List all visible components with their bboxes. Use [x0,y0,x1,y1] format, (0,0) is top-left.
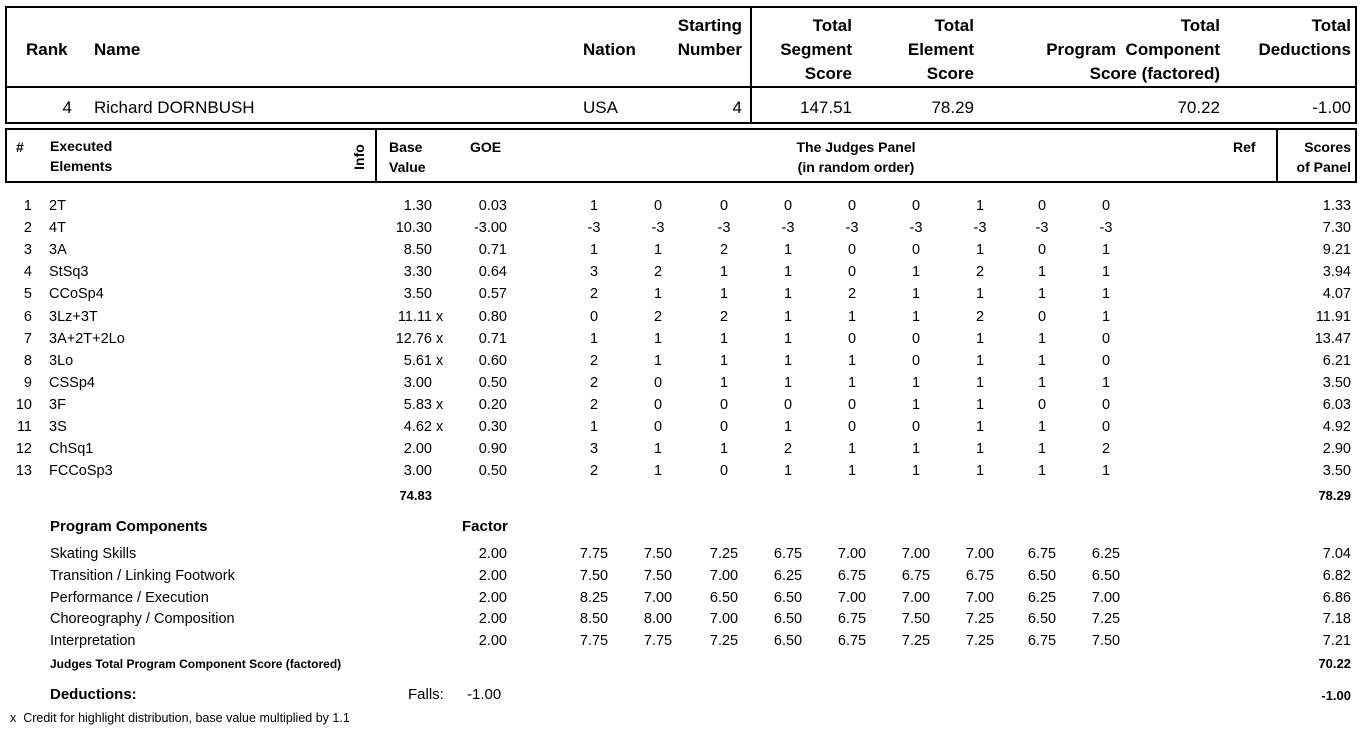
summary-divider [5,86,1357,88]
judge-score: 1 [719,441,729,458]
judge-score: 1 [1101,374,1111,391]
highlight-credit-mark: x [436,352,444,369]
component-judge-score: 7.25 [1091,611,1121,628]
judge-score: 2 [1101,441,1111,458]
header-name: Name [94,40,141,59]
judge-score: 1 [589,330,599,347]
judge-score: 0 [719,463,729,480]
component-judge-score: 7.50 [643,567,673,584]
factor-label: Factor [462,518,508,535]
element-name: 3Lo [49,352,74,369]
component-judge-score: 6.50 [1027,567,1057,584]
component-judge-score: 7.00 [965,546,995,562]
judge-score: 1 [719,330,729,347]
judge-score: 1 [847,463,857,480]
judge-score: 1 [783,463,793,480]
component-judge-score: 6.50 [773,611,803,628]
summary-column-divider [750,6,752,124]
element-number: 11 [16,419,32,435]
judge-score: 0 [847,198,857,214]
element-base-value: 3.00 [403,463,432,480]
element-goe: 0.90 [478,441,507,458]
component-judge-score: 7.50 [901,611,931,628]
judge-score: 0 [589,308,599,325]
header-total-segment-score: Total Segment Score [780,16,852,83]
judge-score: 2 [847,286,857,303]
header-total-deductions: Total Deductions [1258,16,1351,59]
element-panel-score: 6.03 [1322,396,1351,413]
component-judge-score: 6.75 [773,546,803,562]
element-number: 1 [23,198,32,214]
component-panel-score: 7.04 [1322,546,1351,562]
component-judge-score: 7.00 [643,589,673,606]
total-deductions: -1.00 [1312,98,1351,117]
judge-score: 1 [653,441,663,458]
element-name: ChSq1 [49,441,94,458]
judge-score: 2 [719,308,729,325]
judge-score: 0 [911,419,921,435]
judge-score: 1 [783,330,793,347]
element-number: 8 [23,352,32,369]
judge-score: 1 [911,463,921,480]
footnote: x Credit for highlight distribution, base value multiplied by 1.1 [10,711,350,725]
component-judge-score: 7.50 [643,546,673,562]
component-judge-score: 8.25 [579,589,609,606]
elements-score-total: 78.29 [1318,488,1351,503]
component-judge-score: 6.50 [773,633,803,650]
element-name: CCoSp4 [49,286,104,303]
component-judge-score: 7.75 [579,546,609,562]
judge-score: 1 [653,242,663,259]
element-name: CSSp4 [49,374,95,391]
judge-score: 2 [589,374,599,391]
element-base-value: 8.50 [403,242,432,259]
judge-score: 2 [589,396,599,413]
judge-score: 1 [1037,264,1047,281]
element-base-value: 3.30 [403,264,432,281]
component-judge-score: 7.50 [579,567,609,584]
program-components-total-label: Judges Total Program Component Score (factored) [50,657,342,671]
judge-score: 1 [719,374,729,391]
judge-score: 1 [719,286,729,303]
judge-score: 1 [1037,419,1047,435]
judge-score: 1 [719,352,729,369]
judge-score: 1 [783,352,793,369]
judge-score: 0 [911,242,921,259]
element-base-value: 10.30 [395,220,432,237]
component-judge-score: 8.00 [643,611,673,628]
deductions-total: -1.00 [1321,688,1351,703]
judge-score: 0 [847,396,857,413]
component-judge-score: 7.25 [709,633,739,650]
component-judge-score: 6.75 [837,633,867,650]
judge-score: 2 [719,242,729,259]
judge-score: 0 [719,396,729,413]
element-goe: 0.71 [478,330,507,347]
program-components-title: Program Components [50,518,208,535]
judge-score: 0 [719,198,729,214]
judge-score: 1 [653,352,663,369]
element-number: 12 [15,441,32,458]
judge-score: 1 [975,352,985,369]
judge-score: -3 [1099,220,1113,237]
element-number: 13 [15,463,32,480]
header-total-element-score: Total Element Score [907,16,974,83]
judge-score: 3 [589,264,599,281]
judge-score: 0 [653,419,663,435]
header-total-program-component-score: Total Program Component Score (factored) [1046,16,1220,83]
component-name: Skating Skills [50,546,137,562]
element-base-value: 2.00 [403,441,432,458]
element-name: 3Lz+3T [49,308,98,325]
judge-score: 0 [1101,198,1111,214]
component-judge-score: 7.25 [901,633,931,650]
element-panel-score: 7.30 [1322,220,1351,237]
judge-score: 1 [975,441,985,458]
component-judge-score: 6.75 [1027,633,1057,650]
element-name: 3A+2T+2Lo [49,330,125,347]
deductions-label: Deductions: [50,686,137,703]
judge-score: 0 [1101,419,1111,435]
component-factor: 2.00 [478,589,507,606]
component-judge-score: 7.50 [1091,633,1121,650]
judge-score: 1 [975,374,985,391]
judge-score: 1 [783,264,793,281]
judge-score: 0 [653,198,663,214]
total-program-component-score: 70.22 [1177,98,1220,117]
judge-score: 1 [847,441,857,458]
header-judges-panel: The Judges Panel (in random order) [796,139,916,175]
total-element-score: 78.29 [931,98,974,117]
judge-score: 2 [975,264,985,281]
judge-score: 1 [975,286,985,303]
element-goe: 0.30 [478,419,507,435]
component-judge-score: 6.25 [1027,589,1057,606]
judge-score: -3 [909,220,923,237]
judge-score: 1 [1037,330,1047,347]
judge-score: 1 [783,374,793,391]
header-executed-elements: Executed Elements [50,138,113,174]
header-rank: Rank [26,40,68,59]
element-goe: 0.80 [478,308,507,325]
judge-score: 0 [653,396,663,413]
judge-score: 0 [783,396,793,413]
element-panel-score: 4.07 [1322,286,1351,303]
skater-rank: 4 [62,98,72,117]
judge-score: 0 [1101,352,1111,369]
judge-score: 2 [589,463,599,480]
component-judge-score: 7.00 [837,546,867,562]
judge-score: 0 [847,330,857,347]
judge-score: 1 [1101,264,1111,281]
judge-score: 1 [589,419,599,435]
element-goe: 0.71 [478,242,507,259]
element-name: 3F [49,396,66,413]
component-panel-score: 7.21 [1322,633,1351,650]
component-judge-score: 7.00 [901,589,931,606]
judge-score: 1 [975,330,985,347]
element-panel-score: 4.92 [1322,419,1351,435]
judge-score: 1 [911,374,921,391]
element-goe: 0.57 [478,286,507,303]
component-factor: 2.00 [478,611,507,628]
element-panel-score: 3.50 [1322,374,1351,391]
judge-score: -3 [1035,220,1049,237]
element-base-value: 5.61 [403,352,432,369]
component-judge-score: 7.00 [837,589,867,606]
element-goe: 0.50 [478,463,507,480]
judge-score: 2 [589,352,599,369]
element-base-value: 3.50 [403,286,432,303]
judge-score: 1 [1037,441,1047,458]
header-nation: Nation [583,40,636,59]
header-scores-of-panel: Scores of Panel [1296,139,1351,175]
judge-score: 0 [1037,396,1047,413]
element-name: 3S [49,419,67,435]
element-goe: 0.50 [478,374,507,391]
judge-score: 1 [1101,463,1111,480]
judge-score: 1 [653,463,663,480]
element-number: 9 [23,374,32,391]
falls-value: -1.00 [467,686,502,703]
element-number: 3 [23,242,32,259]
component-judge-score: 8.50 [579,611,609,628]
header-number-sign: # [16,139,24,155]
component-judge-score: 6.75 [901,567,931,584]
component-judge-score: 7.00 [709,567,739,584]
judge-score: 0 [1037,198,1047,214]
judge-score: 1 [847,374,857,391]
judge-score: 1 [1101,286,1111,303]
component-judge-score: 6.50 [709,589,739,606]
component-judge-score: 7.75 [579,633,609,650]
judge-score: 1 [975,396,985,413]
header-starting-number: Starting Number [677,16,742,59]
element-goe: -3.00 [473,220,507,237]
skater-starting-number: 4 [732,98,742,117]
judge-score: 1 [783,286,793,303]
judge-score: 2 [589,286,599,303]
judge-score: 2 [653,308,663,325]
component-name: Transition / Linking Footwork [50,567,235,584]
judge-score: 1 [1101,242,1111,259]
judge-score: 1 [975,463,985,480]
judge-score: 0 [1037,242,1047,259]
judge-score: 1 [1101,308,1111,325]
judge-score: 0 [783,198,793,214]
element-number: 7 [23,330,32,347]
judge-score: 1 [1037,352,1047,369]
component-panel-score: 6.82 [1322,567,1351,584]
judge-score: -3 [781,220,795,237]
component-judge-score: 6.50 [1091,567,1121,584]
judge-score: 1 [1037,463,1047,480]
judge-score: -3 [651,220,665,237]
judge-score: 0 [911,330,921,347]
highlight-credit-mark: x [436,330,444,347]
component-name: Performance / Execution [50,589,209,606]
judge-score: 0 [1101,330,1111,347]
element-panel-score: 6.21 [1322,352,1351,369]
judge-score: 1 [1037,286,1047,303]
element-panel-score: 9.21 [1322,242,1351,259]
component-judge-score: 6.50 [1027,611,1057,628]
component-factor: 2.00 [478,567,507,584]
judge-score: 0 [911,198,921,214]
judge-score: 1 [911,396,921,413]
element-base-value: 3.00 [403,374,432,391]
judge-score: 2 [975,308,985,325]
judge-score: 0 [1101,396,1111,413]
element-number: 6 [23,308,32,325]
element-panel-score: 13.47 [1314,330,1351,347]
element-name: 2T [49,198,66,214]
element-goe: 0.03 [478,198,507,214]
judge-score: 1 [911,286,921,303]
element-name: 4T [49,220,66,237]
component-judge-score: 6.25 [773,567,803,584]
component-name: Choreography / Composition [50,611,235,628]
element-number: 10 [15,396,32,413]
component-judge-score: 6.75 [1027,546,1057,562]
judge-score: 1 [975,242,985,259]
judge-score: -3 [717,220,731,237]
total-segment-score: 147.51 [800,98,852,117]
component-judge-score: 6.75 [837,567,867,584]
judge-score: 1 [783,419,793,435]
element-number: 2 [23,220,32,237]
component-factor: 2.00 [478,633,507,650]
component-judge-score: 7.25 [965,633,995,650]
header-info: Info [350,144,367,170]
component-judge-score: 7.00 [709,611,739,628]
component-factor: 2.00 [478,546,507,562]
element-panel-score: 1.33 [1322,198,1351,214]
judge-score: 0 [911,352,921,369]
judge-score: 0 [847,264,857,281]
judge-score: 1 [719,264,729,281]
component-panel-score: 7.18 [1322,611,1351,628]
component-judge-score: 6.50 [773,589,803,606]
component-judge-score: 7.00 [965,589,995,606]
element-base-value: 12.76 [395,330,432,347]
element-base-value: 1.30 [403,198,432,214]
elements-base-total: 74.83 [399,488,432,503]
judge-score: -3 [973,220,987,237]
header-base-value: Base Value [389,139,426,175]
judge-score: 1 [847,308,857,325]
component-judge-score: 7.25 [709,546,739,562]
judge-score: 1 [847,352,857,369]
component-judge-score: 7.00 [901,546,931,562]
skater-nation: USA [583,98,618,117]
judge-score: 2 [783,441,793,458]
judge-score: 1 [653,286,663,303]
judge-score: 1 [783,308,793,325]
component-judge-score: 7.25 [965,611,995,628]
judge-score: 1 [653,330,663,347]
component-judge-score: 6.75 [965,567,995,584]
judge-score: 0 [653,374,663,391]
judge-score: 0 [1037,308,1047,325]
highlight-credit-mark: x [436,419,444,435]
element-name: 3A [49,242,67,259]
judge-score: 1 [589,198,599,214]
element-number: 5 [23,286,32,303]
program-components-total: 70.22 [1318,656,1351,671]
header-goe: GOE [470,139,502,155]
judge-score: 0 [847,242,857,259]
judge-score: 1 [1037,374,1047,391]
element-base-value: 11.11 [397,308,432,325]
judge-score: -3 [587,220,601,237]
judge-score: 1 [783,242,793,259]
element-panel-score: 3.50 [1322,463,1351,480]
component-judge-score: 7.00 [1091,589,1121,606]
component-judge-score: 6.25 [1091,546,1121,562]
elements-header-divider-info [375,128,377,183]
judge-score: -3 [845,220,859,237]
element-goe: 0.60 [478,352,507,369]
highlight-credit-mark: x [436,308,444,325]
element-panel-score: 11.91 [1315,308,1351,325]
falls-label: Falls: [408,686,444,703]
component-judge-score: 6.75 [837,611,867,628]
skater-name: Richard DORNBUSH [94,98,255,117]
element-panel-score: 2.90 [1322,441,1351,458]
elements-header-divider-scores [1276,128,1278,183]
judge-score: 0 [719,419,729,435]
judge-score: 1 [911,264,921,281]
judge-score: 1 [975,198,985,214]
component-name: Interpretation [50,633,136,650]
component-judge-score: 7.75 [643,633,673,650]
judge-score: 0 [847,419,857,435]
header-ref: Ref [1233,139,1256,155]
element-panel-score: 3.94 [1322,264,1351,281]
element-base-value: 5.83 [403,396,432,413]
element-name: FCCoSp3 [49,463,113,480]
element-number: 4 [23,264,32,281]
judge-score: 3 [589,441,599,458]
element-goe: 0.64 [478,264,507,281]
judge-score: 1 [911,308,921,325]
element-name: StSq3 [49,264,89,281]
element-base-value: 4.62 [403,419,432,435]
highlight-credit-mark: x [436,396,444,413]
judge-score: 2 [653,264,663,281]
elements-header-row [5,128,1357,183]
judge-score: 1 [975,419,985,435]
judge-score: 1 [911,441,921,458]
component-panel-score: 6.86 [1322,589,1351,606]
element-goe: 0.20 [478,396,507,413]
judge-score: 1 [589,242,599,259]
